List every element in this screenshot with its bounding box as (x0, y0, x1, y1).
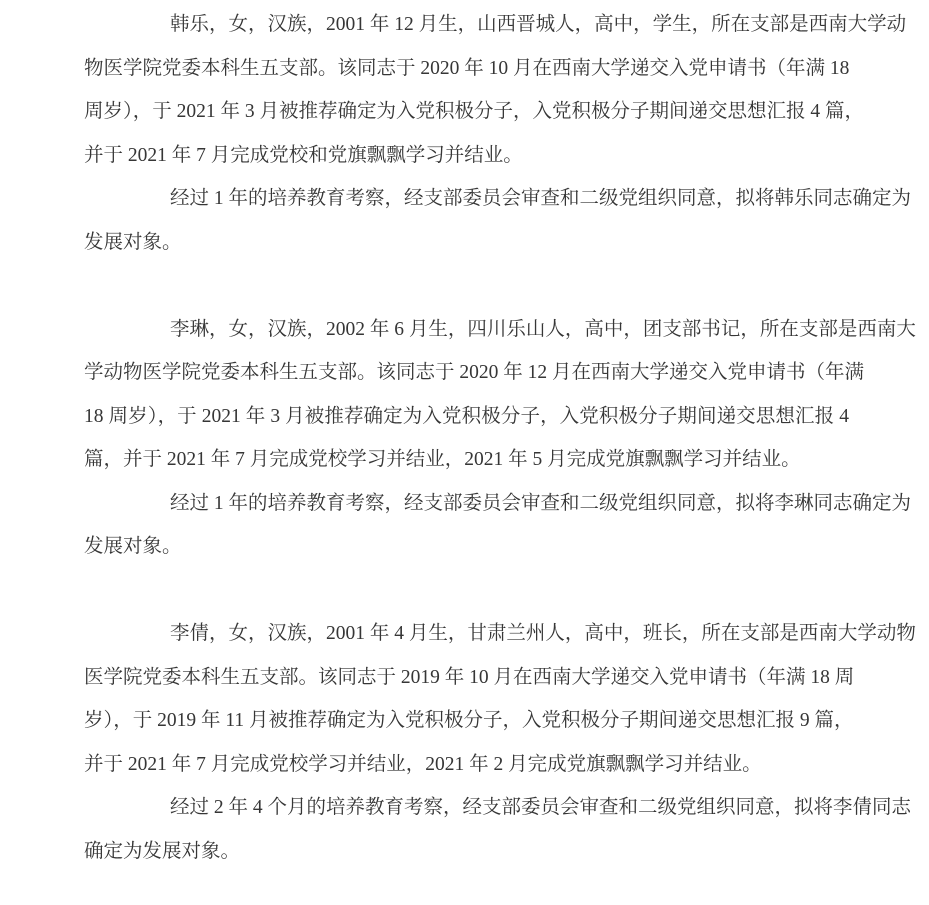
candidate-2-profile-line-1: 李琳，女，汉族，2002 年 6 月生，四川乐山人，高中，团支部书记，所在支部是西南大 (170, 318, 916, 340)
candidate-3-profile-line-1: 李倩，女，汉族，2001 年 4 月生，甘肃兰州人，高中，班长，所在支部是西南大学动物 (170, 623, 916, 644)
candidate-2-conclusion-line-2: 发展对象。 (84, 536, 182, 557)
candidate-2-profile (84, 308, 916, 482)
candidate-3-conclusion-line-2: 确定为发展对象。 (84, 840, 241, 862)
candidate-2-profile-line-2: 学动物医学院党委本科生五支部。该同志于 2020 年 12 月在西南大学递交入党申请书（年满 (84, 362, 865, 383)
candidate-3-profile-line-2: 医学院党委本科生五支部。该同志于 2019 年 10 月在西南大学递交入党申请书（年满 18 周 (84, 666, 855, 688)
candidate-1-profile (84, 3, 907, 177)
candidate-2-conclusion-line-1: 经过 1 年的培养教育考察，经支部委员会审查和二级党组织同意，拟将李琳同志确定为 (170, 492, 912, 514)
candidate-1-profile-line-4: 并于 2021 年 7 月完成党校和党旗飘飘学习并结业。 (84, 144, 523, 166)
candidate-2-profile-line-3: 18 周岁），于 2021 年 3 月被推荐确定为入党积极分子，入党积极分子期间递交思想汇报 4 (84, 405, 849, 427)
candidate-2-conclusion (84, 482, 912, 569)
candidate-3-profile (84, 612, 916, 786)
candidate-3-conclusion-line-1: 经过 2 年 4 个月的培养教育考察，经支部委员会审查和二级党组织同意，拟将李倩同志 (170, 797, 912, 818)
candidate-3-conclusion (84, 786, 912, 873)
candidate-3-profile-line-3: 岁），于 2019 年 11 月被推荐确定为入党积极分子，入党积极分子期间递交思想汇报 9 篇， (84, 710, 854, 731)
document-body (84, 3, 916, 873)
candidate-1-profile-line-2: 物医学院党委本科生五支部。该同志于 2020 年 10 月在西南大学递交入党申请书（年满 18 (84, 57, 850, 79)
candidate-3-profile-line-4: 并于 2021 年 7 月完成党校学习并结业，2021 年 2 月完成党旗飘飘学习并结业。 (84, 753, 762, 775)
candidate-1-conclusion-line-1: 经过 1 年的培养教育考察，经支部委员会审查和二级党组织同意，拟将韩乐同志确定为 (170, 188, 912, 209)
candidate-1-profile-line-3: 周岁），于 2021 年 3 月被推荐确定为入党积极分子，入党积极分子期间递交思想汇报 4 篇， (84, 101, 865, 122)
candidate-1-conclusion-line-2: 发展对象。 (84, 231, 182, 253)
candidate-1-conclusion (84, 177, 912, 264)
candidate-2-profile-line-4: 篇，并于 2021 年 7 月完成党校学习并结业，2021 年 5 月完成党旗飘飘学习并结业。 (84, 449, 801, 470)
candidate-1-profile-line-1: 韩乐，女，汉族，2001 年 12 月生，山西晋城人，高中，学生，所在支部是西南大学动 (170, 14, 907, 35)
